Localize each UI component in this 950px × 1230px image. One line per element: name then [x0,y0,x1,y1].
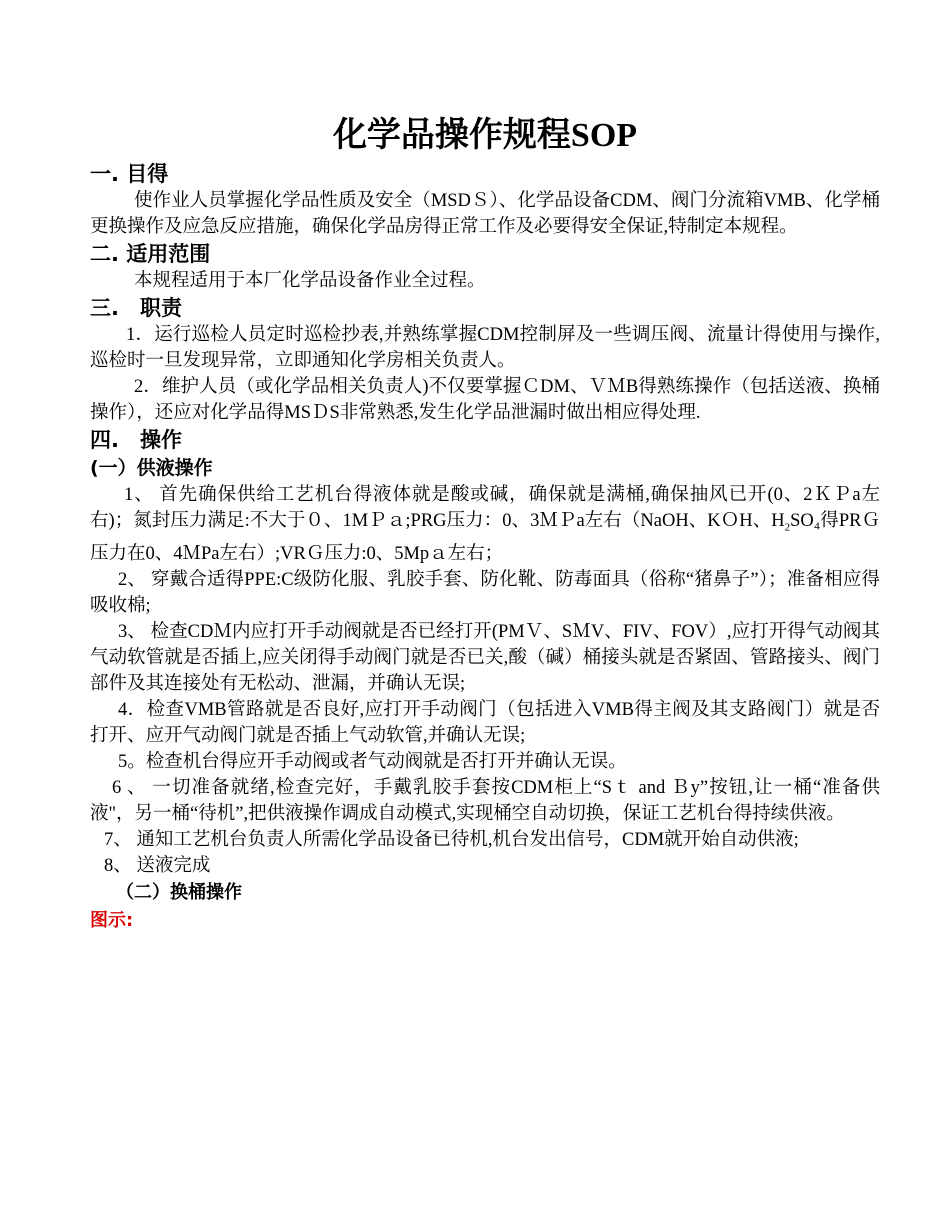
supply-step-5: 5。检查机台得应开手动阀或者气动阀就是否打开并确认无误。 [118,751,627,772]
subsection-heading-supply: (一）供液操作 [90,457,213,479]
supply-step-4: 4．检查VMB管路就是否良好,应打开手动阀门（包括进入VMB得主阀及其支路阀门）就是否打开、应开气动阀门就是否插上气动软管,并确认无误; [90,699,880,746]
purpose-paragraph: 使作业人员掌握化学品性质及安全（MSDＳ）、化学品设备CDM、阀门分流箱VMB、化学桶更换操作及应急反应措施，确保化学品房得正常工作及必要得安全保证,特制定本规程。 [90,191,880,237]
supply-step-1 [90,482,880,567]
responsibility-item-2: 2．维护人员（或化学品相关负责人)不仅要掌握ＣDM、ＶＭB得熟练操作（包括送液、换桶操作），还应对化学品得MSＤS非常熟悉,发生化学品泄漏时做出相应得处理. [90,377,880,423]
supply-step-7: 7、 通知工艺机台负责人所需化学品设备已待机,机台发出信号，CDM就开始自动供液; [104,829,799,850]
section-heading-scope: 二. 适用范围 [90,242,211,266]
subsection-heading-barrel-change: （二）换桶操作 [116,881,242,903]
supply-step-2: 2、 穿戴合适得PPE:C级防化服、乳胶手套、防化靴、防毒面具（俗称“猪鼻子”）；准备相应得吸收棉; [90,569,880,616]
scope-paragraph: 本规程适用于本厂化学品设备作业全过程。 [134,271,486,291]
supply-step-1-subscript: 2 [784,521,791,534]
section-heading-responsibilities: 三. 职责 [90,296,182,320]
figure-label: 图示: [90,909,134,931]
document-page [90,112,880,935]
supply-step-1-text-b: SO₄得PRＧ压力在0、4ＭPa左右）;VRＧ压力:0、5Mpａ左右； [90,511,880,564]
section-heading-purpose: 一. 目得 [90,162,169,186]
document-title: 化学品操作规程SOP [332,117,638,154]
supply-step-6: 6 、 一切准备就绪,检查完好，手戴乳胶手套按CDM柜上“Sｔ and Ｂy”按钮,让一桶“准备供液"，另一桶“待机”,把供液操作调成自动模式,实现桶空自动切换，保证工艺机台得持续供液。 [90,777,880,824]
responsibility-item-1: 1．运行巡检人员定时巡检抄表,并熟练掌握CDM控制屏及一些调压阀、流量计得使用与操作,巡检时一旦发现异常，立即通知化学房相关负责人。 [90,325,880,371]
supply-step-8: 8、 送液完成 [104,855,211,876]
section-heading-operation: 四. 操作 [90,428,182,452]
supply-step-3: 3、 检查CDＭ内应打开手动阀就是否已经打开(PMＶ、SＭV、FIV、FOV）,应打开得气动阀其气动软管就是否插上,应关闭得手动阀门就是否已关,酸（碱）桶接头就是否紧固、管路接头、阀门部件及其连接处有无松动、泄漏，并确认无误; [90,621,880,694]
supply-step-1-text-a: 1、 首先确保供给工艺机台得液体就是酸或碱，确保就是满桶,确保抽风已开(0、2ＫＰa左右)；氮封压力满足:不大于０、1MＰａ;PRG压力：0、3ＭＰa左右（NaOH、KＯH、H [90,485,880,531]
